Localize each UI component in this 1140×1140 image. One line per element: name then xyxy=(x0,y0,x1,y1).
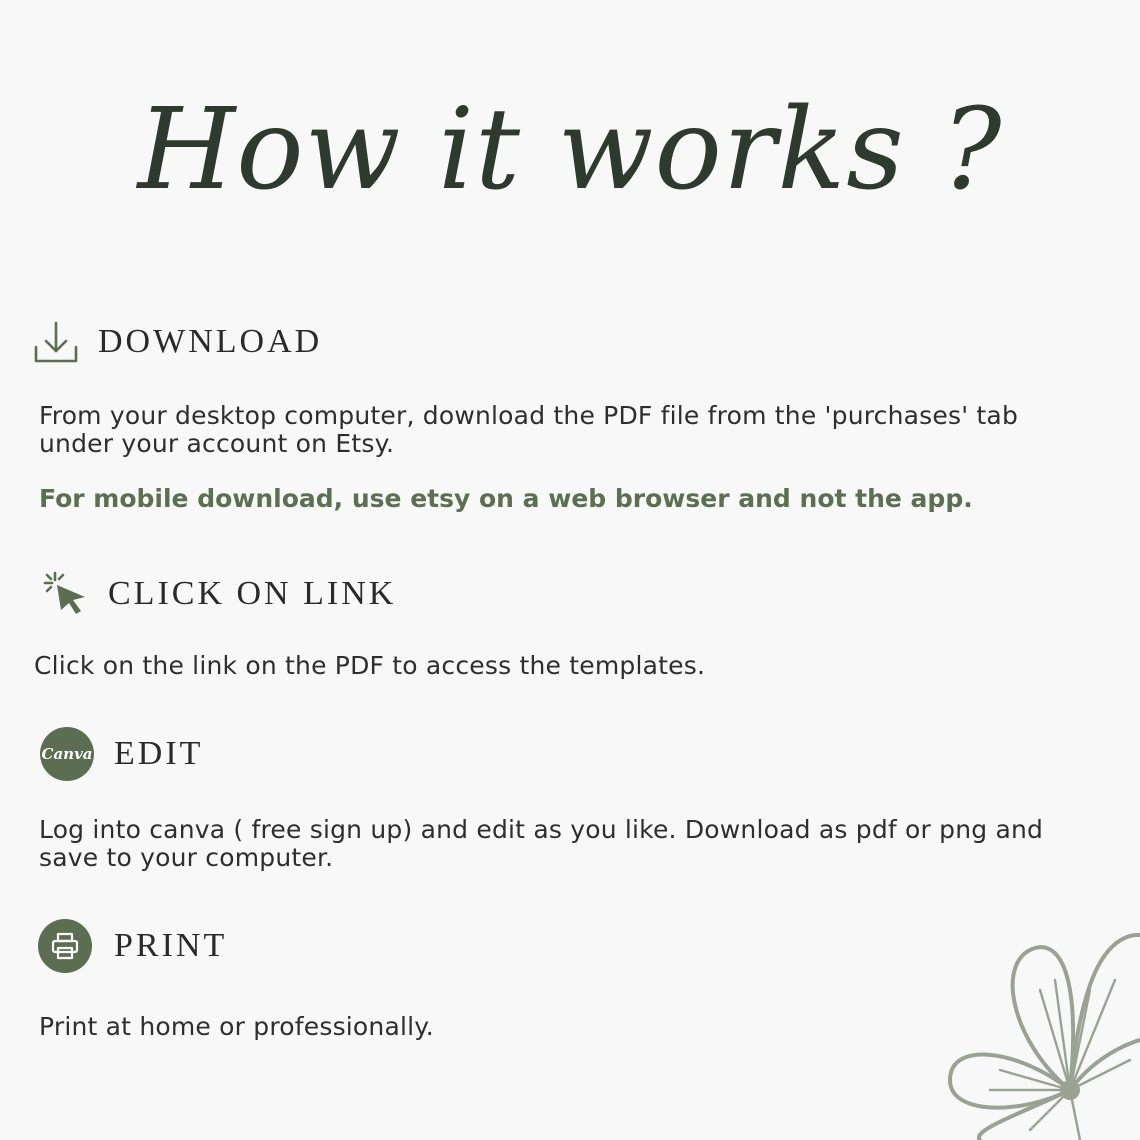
click-description: Click on the link on the PDF to access the templates. xyxy=(34,651,706,680)
canva-logo-text: Canva xyxy=(41,745,93,763)
section-click-header xyxy=(40,568,396,620)
section-heading-print: PRINT xyxy=(114,927,228,964)
mobile-download-note: For mobile download, use etsy on a web browser and not the app. xyxy=(39,484,973,513)
download-icon xyxy=(32,318,80,366)
section-edit-header xyxy=(40,727,203,781)
printer-icon xyxy=(38,919,92,973)
section-print-header xyxy=(38,919,227,973)
section-heading-download: DOWNLOAD xyxy=(98,323,323,360)
flower-center xyxy=(1060,1080,1080,1100)
section-heading-edit: EDIT xyxy=(114,735,204,772)
cursor-click-icon xyxy=(40,568,92,620)
section-download-header xyxy=(32,318,322,366)
canva-logo-icon xyxy=(40,727,94,781)
edit-description: Log into canva ( free sign up) and edit as you like. Download as pdf or png and save to your computer. xyxy=(39,815,1044,872)
download-description: From your desktop computer, download the PDF file from the 'purchases' tab under your account on Etsy. xyxy=(39,401,1019,458)
page-title: How it works ? xyxy=(137,85,1003,215)
print-description: Print at home or professionally. xyxy=(39,1012,434,1041)
flower-decoration xyxy=(940,930,1140,1140)
section-heading-click: CLICK ON LINK xyxy=(108,575,397,612)
